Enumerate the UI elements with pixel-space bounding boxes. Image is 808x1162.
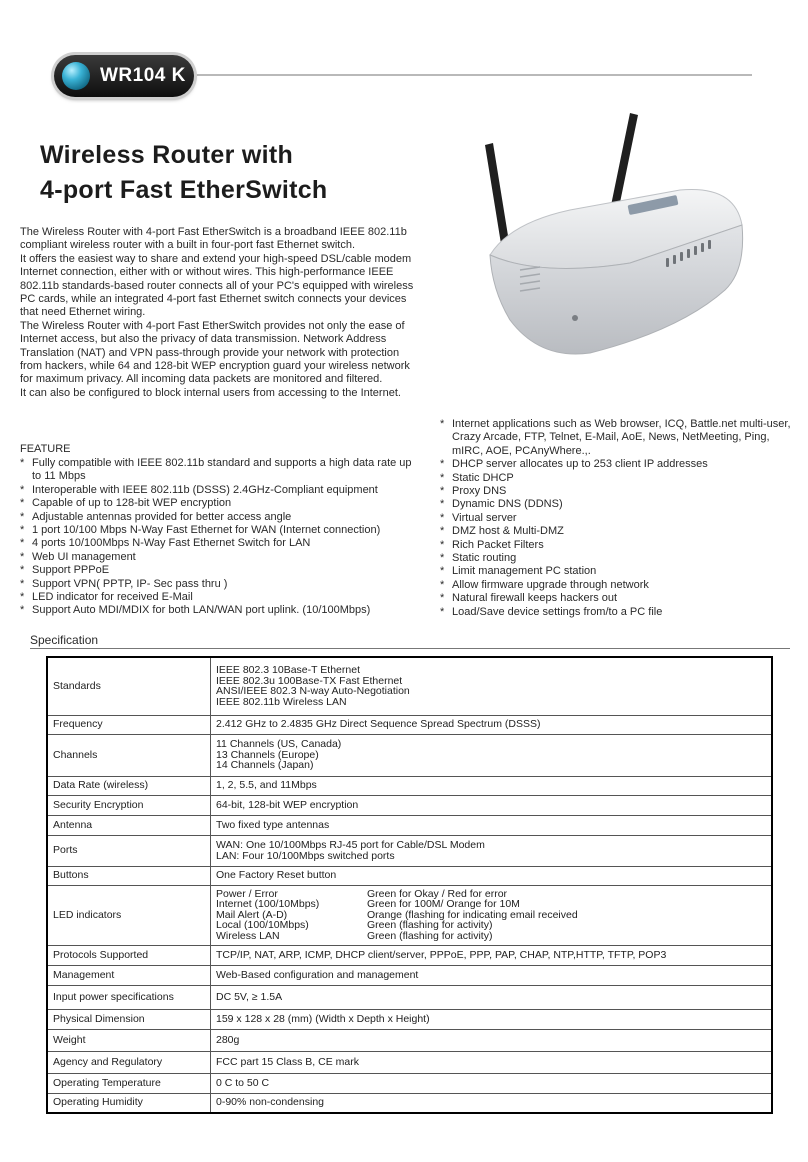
application-item: * Rich Packet Filters <box>440 539 800 552</box>
table-row <box>47 795 772 815</box>
intro-paragraph: The Wireless Router with 4-port Fast EtherSwitch provides not only the ease of Internet access, but also the privacy of data transmission. Network Address Translation (NAT) and VPN pass-through provide your network with protection from hackers, while 64 and 128-bit WEP encryption guard your wireless network for maximum privacy. All incoming data packets are monitored and filtered. <box>20 319 410 386</box>
spec-key: Management <box>47 965 211 985</box>
table-row <box>47 985 772 1009</box>
feature-item: * Capable of up to 128-bit WEP encryption <box>20 497 420 510</box>
spec-line: IEEE 802.11b Wireless LAN <box>216 695 347 708</box>
table-row <box>47 885 772 945</box>
spec-key: Ports <box>47 835 211 866</box>
spec-value <box>211 835 773 866</box>
application-item: * Virtual server <box>440 512 800 525</box>
feature-item: * Adjustable antennas provided for better access angle <box>20 511 420 524</box>
antenna-left <box>485 143 510 250</box>
spec-key: Channels <box>47 734 211 776</box>
application-item: * DHCP server allocates up to 253 client IP addresses <box>440 458 800 471</box>
spec-key: Frequency <box>47 715 211 734</box>
spec-value <box>211 885 773 945</box>
spec-value: 2.412 GHz to 2.4835 GHz Direct Sequence Spread Spectrum (DSSS) <box>211 715 773 734</box>
application-item: * Internet applications such as Web browser, ICQ, Battle.net multi-user, Crazy Arcade, FTP, Telnet, E-Mail, AoE, News, NetMeeting, Ping, mIRC, AOE, PCAnyWhere.,. <box>440 418 800 458</box>
spec-key: Operating Humidity <box>47 1093 211 1113</box>
spec-value <box>211 657 773 715</box>
feature-heading: FEATURE <box>20 443 71 455</box>
led-name: Local (100/10Mbps) <box>216 919 309 932</box>
page-title <box>40 138 328 208</box>
spec-line: IEEE 802.3u 100Base-TX Fast Ethernet <box>216 674 403 687</box>
feature-item: * Support VPN( PPTP, IP- Sec pass thru ) <box>20 578 420 591</box>
spec-key: Buttons <box>47 866 211 885</box>
application-item: * Natural firewall keeps hackers out <box>440 592 800 605</box>
spec-line: LAN: Four 10/100Mbps switched ports <box>216 849 395 862</box>
spec-value: 280g <box>211 1029 773 1051</box>
spec-key: Agency and Regulatory <box>47 1051 211 1073</box>
application-item: * Dynamic DNS (DDNS) <box>440 498 800 511</box>
spec-line: WAN: One 10/100Mbps RJ-45 port for Cable/DSL Modem <box>216 839 485 851</box>
spec-value: FCC part 15 Class B, CE mark <box>211 1051 773 1073</box>
table-row <box>47 945 772 965</box>
model-name: WR104 K <box>100 65 186 86</box>
feature-item: * Web UI management <box>20 551 420 564</box>
intro-text <box>20 226 420 400</box>
spec-key: Data Rate (wireless) <box>47 776 211 795</box>
feature-item: * 4 ports 10/100Mbps N-Way Fast Ethernet Switch for LAN <box>20 537 420 550</box>
spec-value: Two fixed type antennas <box>211 815 773 835</box>
spec-key: LED indicators <box>47 885 211 945</box>
spec-value: TCP/IP, NAT, ARP, ICMP, DHCP client/server, PPPoE, PPP, PAP, CHAP, NTP,HTTP, TFTP, POP3 <box>211 945 773 965</box>
intro-paragraph: It can also be configured to block internal users from accessing to the Internet. <box>20 386 401 399</box>
led-name: Power / Error <box>216 887 278 900</box>
table-row <box>47 734 772 776</box>
table-row <box>47 965 772 985</box>
power-dot-icon <box>572 315 578 321</box>
spec-key: Antenna <box>47 815 211 835</box>
spec-line: 13 Channels (Europe) <box>216 748 319 761</box>
spec-value: 64-bit, 128-bit WEP encryption <box>211 795 773 815</box>
spec-rule <box>30 648 790 649</box>
feature-item: * Support Auto MDI/MDIX for both LAN/WAN port uplink. (10/100Mbps) <box>20 604 420 617</box>
spec-value: 0 C to 50 C <box>211 1073 773 1093</box>
spec-value: 0-90% non-condensing <box>211 1093 773 1113</box>
spec-value: 159 x 128 x 28 (mm) (Width x Depth x Height) <box>211 1009 773 1029</box>
badge-orb-icon <box>62 62 90 90</box>
table-row <box>47 657 772 715</box>
table-row <box>47 866 772 885</box>
table-row <box>47 715 772 734</box>
application-item: * Static routing <box>440 552 800 565</box>
spec-line: 14 Channels (Japan) <box>216 759 314 772</box>
led-desc: Green (flashing for activity) <box>367 929 493 942</box>
spec-value: 1, 2, 5.5, and 11Mbps <box>211 776 773 795</box>
application-list <box>440 418 800 619</box>
table-row <box>47 776 772 795</box>
spec-key: Standards <box>47 657 211 715</box>
table-row <box>47 1029 772 1051</box>
router-photo <box>480 105 750 375</box>
application-item: * Limit management PC station <box>440 565 800 578</box>
led-name: Mail Alert (A-D) <box>216 908 288 921</box>
application-item: * Load/Save device settings from/to a PC file <box>440 606 800 619</box>
spec-value: Web-Based configuration and management <box>211 965 773 985</box>
spec-key: Protocols Supported <box>47 945 211 965</box>
table-row <box>47 1073 772 1093</box>
feature-item: * Interoperable with IEEE 802.11b (DSSS) 2.4GHz-Compliant equipment <box>20 484 420 497</box>
led-desc: Orange (flashing for indicating email received <box>367 908 578 921</box>
led-name: Internet (100/10Mbps) <box>216 898 320 911</box>
intro-paragraph: The Wireless Router with 4-port Fast EtherSwitch is a broadband IEEE 802.11b compliant wireless router with a built in four-port fast Ethernet switch. <box>20 226 407 252</box>
spec-line: 11 Channels (US, Canada) <box>216 738 342 751</box>
spec-line: IEEE 802.3 10Base-T Ethernet <box>216 664 360 677</box>
spec-line: ANSI/IEEE 802.3 N-way Auto-Negotiation <box>216 685 410 698</box>
led-row <box>216 931 766 942</box>
title-line-1: Wireless Router with <box>40 141 294 169</box>
spec-key: Physical Dimension <box>47 1009 211 1029</box>
intro-paragraph: It offers the easiest way to share and extend your high-speed DSL/cable modem Internet connection, either with or without wires. This high-performance IEEE 802.11b standards-based router connects all of your PC's equipped with wireless PC cards, while an integrated 4-port fast Ethernet switch connects your devices that need Ethernet wiring. <box>20 252 414 319</box>
table-row <box>47 835 772 866</box>
spec-key: Weight <box>47 1029 211 1051</box>
title-line-2: 4-port Fast EtherSwitch <box>40 176 328 204</box>
feature-item: * Support PPPoE <box>20 564 420 577</box>
feature-list <box>20 457 420 618</box>
feature-item: * LED indicator for received E-Mail <box>20 591 420 604</box>
application-item: * DMZ host & Multi-DMZ <box>440 525 800 538</box>
header-rule <box>190 74 752 76</box>
table-row <box>47 1093 772 1113</box>
spec-heading: Specification <box>30 633 99 647</box>
led-name: Wireless LAN <box>216 929 280 942</box>
spec-table <box>46 656 773 1114</box>
spec-value <box>211 734 773 776</box>
table-row <box>47 1051 772 1073</box>
application-item: * Allow firmware upgrade through network <box>440 579 800 592</box>
spec-key: Input power specifications <box>47 985 211 1009</box>
model-badge <box>54 55 194 97</box>
spec-key: Operating Temperature <box>47 1073 211 1093</box>
led-desc: Green for 100M/ Orange for 10M <box>367 898 520 911</box>
application-item: * Proxy DNS <box>440 485 800 498</box>
feature-item: * Fully compatible with IEEE 802.11b standard and supports a high data rate up to 11 Mbps <box>20 457 420 484</box>
spec-value: One Factory Reset button <box>211 866 773 885</box>
led-desc: Green (flashing for activity) <box>367 919 493 932</box>
feature-item: * 1 port 10/100 Mbps N-Way Fast Ethernet for WAN (Internet connection) <box>20 524 420 537</box>
led-desc: Green for Okay / Red for error <box>367 887 508 900</box>
table-row <box>47 815 772 835</box>
spec-value: DC 5V, ≥ 1.5A <box>211 985 773 1009</box>
application-item: * Static DHCP <box>440 472 800 485</box>
spec-key: Security Encryption <box>47 795 211 815</box>
table-row <box>47 1009 772 1029</box>
